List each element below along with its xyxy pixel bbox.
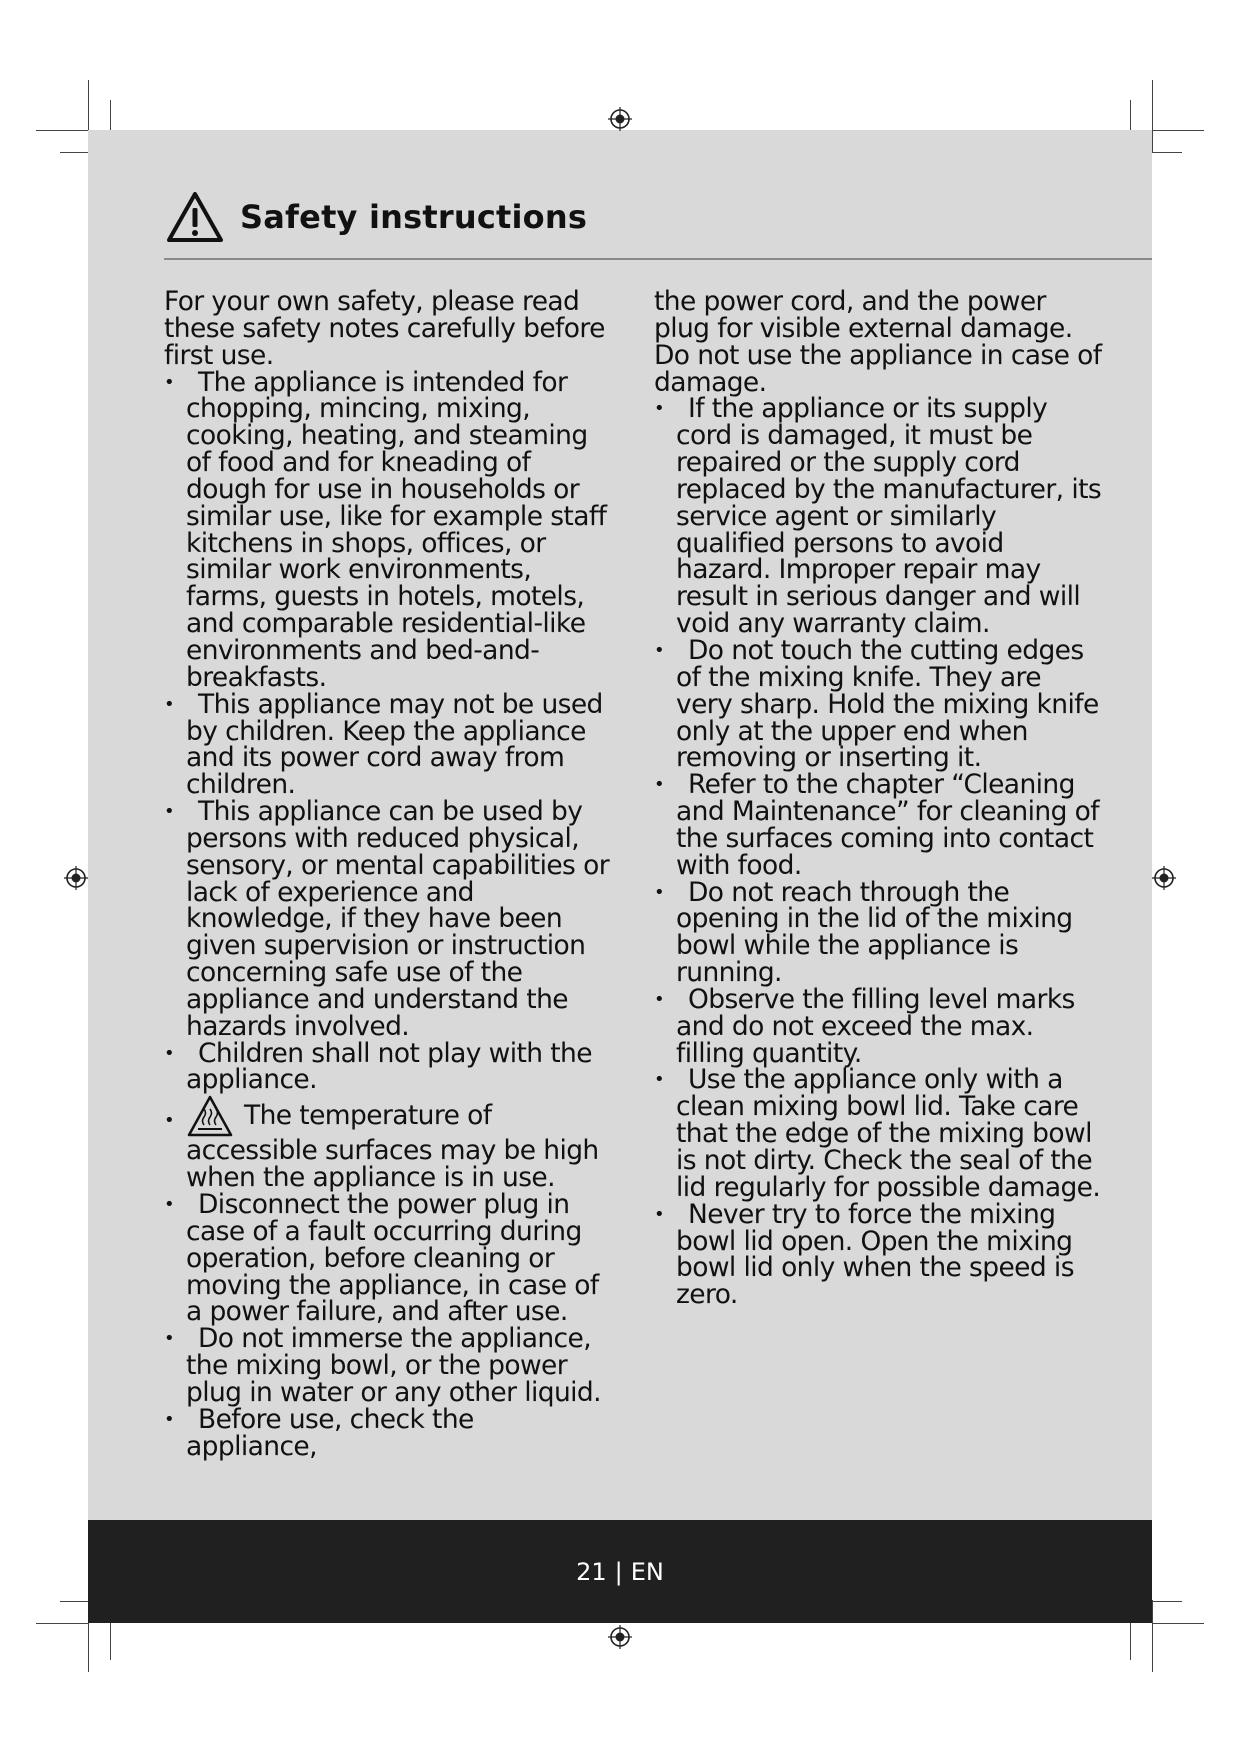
language-code: EN <box>630 1557 664 1586</box>
list-item: • Use the appliance only with a clean mixing bowl lid. Take care that the edge of the mixing bowl is not dirty. Check the seal of the lid regularly for possible damage. <box>654 1064 1101 1203</box>
list-item: • If the appliance or its supply cord is damaged, it must be repaired or the supply cord replaced by the manufacturer, its service agent or similarly qualified persons to avoid hazard. Improper repair may result in serious danger and will void any warranty claim. <box>654 393 1102 640</box>
list-item: • The temperature of accessible surfaces may be high when the appliance is in use. <box>164 1094 612 1192</box>
hot-surface-icon <box>186 1094 234 1138</box>
list-item: • Disconnect the power plug in case of a fault occurring during operation, before cleaning or moving the appliance, in case of a power failure, and after use. <box>164 1189 599 1328</box>
page-footer <box>88 1520 1152 1623</box>
intro-text: For your own safety, please read these safety notes carefully before first use. <box>164 286 605 371</box>
crop-mark <box>1152 1601 1182 1602</box>
right-column <box>654 286 1102 1311</box>
safety-list-right <box>654 393 1102 1311</box>
crop-mark <box>1152 80 1153 152</box>
crop-mark <box>110 1620 111 1660</box>
crop-mark <box>1152 152 1182 153</box>
list-item: • Observe the filling level marks and do not exceed the max. filling quantity. <box>654 983 1075 1069</box>
registration-mark-icon <box>1152 866 1176 890</box>
registration-mark-icon <box>608 107 632 131</box>
list-item: • Do not immerse the appliance, the mixing bowl, or the power plug in water or any other liquid. <box>164 1323 601 1408</box>
list-item: • Do not reach through the opening in the lid of the mixing bowl while the appliance is running. <box>654 876 1073 989</box>
crop-mark <box>36 1623 88 1624</box>
header-divider <box>164 258 1152 260</box>
page-title: Safety instructions <box>240 198 588 236</box>
left-column <box>164 286 612 1462</box>
list-item: • This appliance can be used by persons with reduced physical, sensory, or mental capabilities or lack of experience and knowledge, if they have been given supervision or instruction concerning safe use of the appliance and understand the hazards involved. <box>164 796 609 1042</box>
list-item: • Children shall not play with the appliance. <box>164 1037 592 1096</box>
crop-mark <box>1130 1620 1131 1660</box>
crop-mark <box>1152 1600 1153 1672</box>
crop-mark <box>60 1601 90 1602</box>
list-item: • This appliance may not be used by children. Keep the appliance and its power cord away from children. <box>164 688 603 801</box>
footer-separator: | <box>614 1557 623 1586</box>
list-item: • Before use, check the appliance, <box>164 1403 474 1462</box>
list-item: • Do not touch the cutting edges of the mixing knife. They are very sharp. Hold the mixing knife only at the upper end when removing or inserting it. <box>654 634 1099 774</box>
list-item: • Refer to the chapter “Cleaning and Maintenance” for cleaning of the surfaces coming into contact with food. <box>654 769 1099 881</box>
registration-mark-icon <box>608 1625 632 1649</box>
crop-mark <box>36 130 88 131</box>
page-number: 21 <box>576 1557 607 1586</box>
crop-mark <box>1152 130 1204 131</box>
continuation-text: the power cord, and the power plug for visible external damage. Do not use the appliance in case of damage. <box>654 286 1102 398</box>
list-item: • Never try to force the mixing bowl lid open. Open the mixing bowl lid only when the speed is zero. <box>654 1198 1074 1311</box>
crop-mark <box>60 152 90 153</box>
crop-mark <box>1152 1623 1204 1624</box>
list-item: • The appliance is intended for chopping, mincing, mixing, cooking, heating, and steaming of food and for kneading of dough for use in households or similar use, like for example staff kitchens in shops, offices, or similar work environments, farms, guests in hotels, motels, and comparable residential-like environments and bed-and-breakfasts. <box>164 366 607 693</box>
registration-mark-icon <box>64 866 88 890</box>
safety-list-left <box>164 366 612 1462</box>
section-header <box>166 190 587 244</box>
warning-icon <box>166 191 224 243</box>
